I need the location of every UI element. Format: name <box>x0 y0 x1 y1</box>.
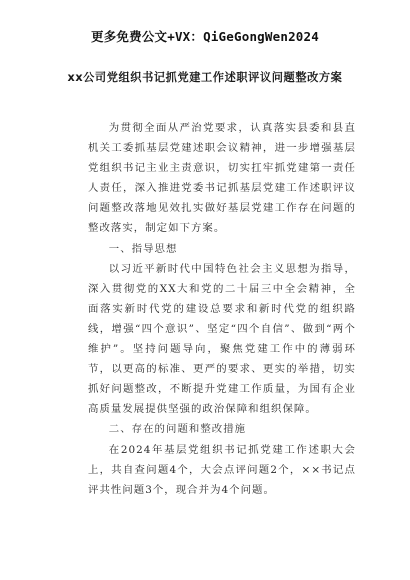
problems-paragraph: 在2024年基层党组织书记抓党建工作述职大会上，共自查问题4个，大会点评问题2个，××书记点评共性问题3个，现合并为4个问题。 <box>88 443 356 496</box>
section-heading-guiding-ideology: 一、指导思想 <box>108 242 178 255</box>
document-body <box>88 118 356 500</box>
intro-paragraph: 为贯彻全面从严治党要求，认真落实县委和县直机关工委抓基层党建述职会议精神，进一步增强基层党组织书记主业主责意识，切实扛牢抓党建第一责任人责任，深入推进党委书记抓基层党建工作述职评议问题整改落地见效扎实做好基层党建工作存在问题的整改落实，制定如下方案。 <box>88 122 356 235</box>
section-heading-problems-and-measures: 二、存在的问题和整改措施 <box>108 423 247 436</box>
header-banner: 更多免费公文+VX：QiGeGongWen2024 <box>91 29 319 44</box>
guiding-ideology-paragraph: 以习近平新时代中国特色社会主义思想为指导，深入贯彻党的XX大和党的二十届三中全会精神，全面落实新时代党的建设总要求和新时代党的组织路线，增强“四个意识”、坚定“四个自信”、做到“两个维护”。坚持问题导向，聚焦党建工作中的薄弱环节，以更高的标准、更严的要求、更实的举措，切实抓好问题整改，不断提升党建工作质量，为国有企业高质量发展提供坚强的政治保障和组织保障。 <box>88 262 356 416</box>
document-title: xx公司党组织书记抓党建工作述职评议问题整改方案 <box>67 71 343 84</box>
